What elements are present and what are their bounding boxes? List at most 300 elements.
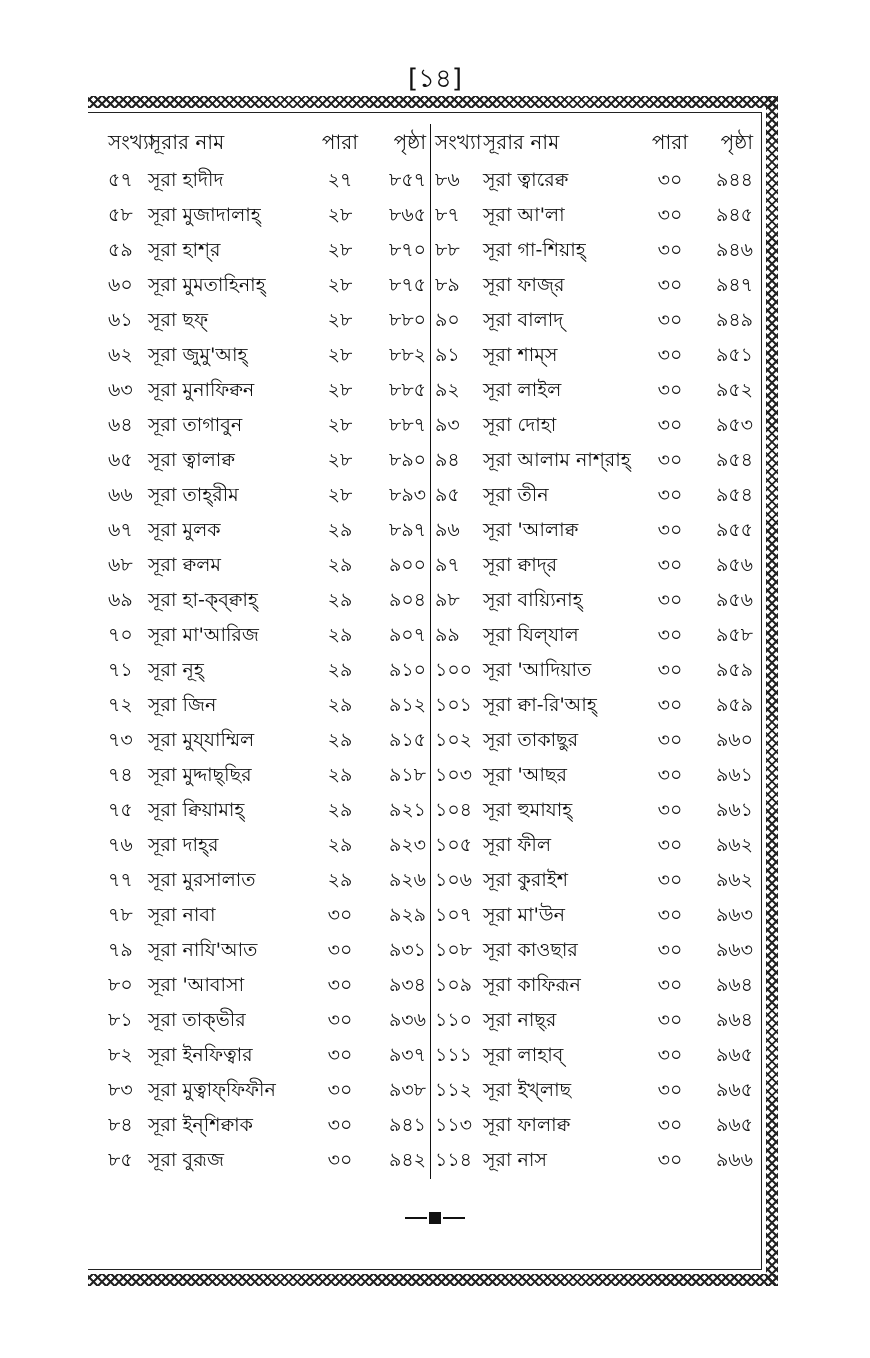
page-number-cell: ৯৫২: [715, 378, 753, 401]
border-top: [88, 96, 778, 108]
table-row: [104, 794, 430, 829]
page-number-cell: ৯৫৬: [715, 553, 753, 576]
surah-number: ৯২: [435, 378, 460, 401]
surah-name: সূরা ফালাক্ব: [483, 1113, 571, 1136]
para-number: ২৭: [327, 168, 353, 191]
page-number-cell: ৯৫৩: [715, 413, 753, 436]
surah-number: ৭৪: [108, 763, 133, 786]
surah-name: সূরা বুরূজ: [148, 1148, 224, 1171]
table-row: [104, 1074, 430, 1109]
page-number-cell: ৯২৯: [388, 903, 426, 926]
para-number: ৩০: [657, 903, 683, 926]
surah-name: সূরা হুমাযাহ্: [483, 798, 573, 821]
border-inner-line: [88, 112, 762, 113]
table-row: [431, 234, 757, 269]
para-number: ২৮: [327, 448, 353, 471]
surah-number: ৯৭: [435, 553, 460, 576]
surah-name: সূরা বায়্যিনাহ্: [483, 588, 583, 611]
page-number-cell: ৯৬২: [715, 833, 753, 856]
page-number-cell: ৯৬৩: [715, 938, 753, 961]
para-number: ৩০: [657, 938, 683, 961]
page-number-cell: ৯৬২: [715, 868, 753, 891]
table-row: [431, 654, 757, 689]
table-row: [104, 619, 430, 654]
para-number: ২৯: [327, 728, 353, 751]
surah-number: ১০৫: [435, 833, 473, 856]
table-row: [431, 199, 757, 234]
table-row: [104, 234, 430, 269]
page-number-cell: ৯৬৩: [715, 903, 753, 926]
para-number: ২৮: [327, 308, 353, 331]
surah-number: ১১০: [435, 1008, 473, 1031]
para-number: ২৯: [327, 588, 353, 611]
surah-number: ৬৪: [108, 413, 133, 436]
para-number: ৩০: [657, 1148, 683, 1171]
surah-number: ৫৭: [108, 168, 133, 191]
surah-name: সূরা জুমু'আহ্: [148, 343, 248, 366]
surah-name: সূরা বালাদ্: [483, 308, 564, 331]
table-row: [104, 829, 430, 864]
page-number-cell: ৯৪৬: [715, 238, 753, 261]
table-row: [431, 1074, 757, 1109]
page-number-cell: ৯৬৫: [715, 1078, 753, 1101]
surah-number: ৮৯: [435, 273, 460, 296]
table-row: [104, 514, 430, 549]
surah-name: সূরা তাহ্‌রীম: [148, 483, 239, 506]
para-number: ২৮: [327, 483, 353, 506]
page-number-cell: ৮৭৫: [388, 273, 426, 296]
page-number-cell: ৯৩১: [388, 938, 426, 961]
table-row: [104, 899, 430, 934]
surah-number: ৮৭: [435, 203, 460, 226]
page-number-cell: ৮৮৭: [388, 413, 426, 436]
surah-name: সূরা ত্বালাক্ব: [148, 448, 235, 471]
surah-number: ৮৩: [108, 1078, 133, 1101]
table-row: [431, 479, 757, 514]
para-number: ৩০: [657, 1078, 683, 1101]
header-num: সংখ্যা: [108, 129, 155, 154]
left-column: [104, 124, 431, 1179]
page-number-cell: ৯৪৪: [716, 168, 753, 191]
surah-number: ৮৬: [435, 168, 460, 191]
page-number-cell: ৯৬১: [715, 763, 753, 786]
para-number: ২৯: [327, 553, 353, 576]
table-row: [431, 969, 757, 1004]
surah-number: ৫৯: [108, 238, 133, 261]
para-number: ৩০: [657, 308, 683, 331]
border-right: [766, 96, 778, 1286]
border-inner-line: [88, 1269, 762, 1270]
surah-name: সূরা মুলক: [148, 518, 221, 541]
surah-name: সূরা তীন: [483, 483, 549, 506]
surah-name: সূরা ক্বলম: [148, 553, 221, 576]
page-number-cell: ৯৫১: [716, 343, 753, 366]
surah-number: ৮৫: [108, 1148, 133, 1171]
para-number: ২৮: [327, 413, 353, 436]
para-number: ৩০: [657, 623, 683, 646]
surah-number: ৭৬: [108, 833, 133, 856]
para-number: ৩০: [657, 1043, 683, 1066]
surah-name: সূরা মুমতাহিনাহ্: [148, 273, 266, 296]
surah-name: সূরা লাহাব্: [483, 1043, 564, 1066]
page-number: [১৪]: [407, 64, 463, 94]
page-number-cell: ৮৮২: [388, 343, 426, 366]
para-number: ৩০: [327, 973, 353, 996]
header-page: পৃষ্ঠা: [720, 129, 753, 154]
surah-name: সূরা 'আদিয়াত: [483, 658, 592, 681]
table-row: [431, 269, 757, 304]
table-row: [431, 864, 757, 899]
surah-number: ৯৪: [435, 448, 460, 471]
surah-name: সূরা নাছ্‌র: [483, 1008, 557, 1031]
surah-name: সূরা হাশ্‌র: [148, 238, 221, 261]
para-number: ২৮: [327, 238, 353, 261]
surah-number: ৬৭: [108, 518, 133, 541]
surah-number: ৭৮: [108, 903, 133, 926]
para-number: ৩০: [657, 693, 683, 716]
header-row: [431, 124, 757, 164]
page-number-cell: ৯৩৭: [388, 1043, 426, 1066]
surah-number: ৬৫: [108, 448, 133, 471]
header-name: সূরার নাম: [148, 129, 225, 154]
page-number-cell: ৯৬১: [715, 798, 753, 821]
surah-name: সূরা কাফিরূন: [483, 973, 581, 996]
table-row: [431, 794, 757, 829]
page-number-cell: ৯২১: [388, 798, 426, 821]
surah-number: ৭১: [108, 658, 133, 681]
surah-number: ৭৫: [108, 798, 133, 821]
table-row: [431, 444, 757, 479]
surah-number: ১০৯: [435, 973, 473, 996]
surah-number: ৯১: [435, 343, 460, 366]
para-number: ৩০: [327, 1078, 353, 1101]
para-number: ৩০: [657, 378, 683, 401]
para-number: ৩০: [657, 168, 683, 191]
surah-number: ৫৮: [108, 203, 133, 226]
surah-number: ৯৯: [435, 623, 460, 646]
page-number-cell: ৯৫৯: [716, 658, 753, 681]
para-number: ২৯: [327, 798, 353, 821]
surah-name: সূরা মুয্‌যাম্মিল: [148, 728, 255, 751]
page-number-cell: ৯৪১: [389, 1113, 426, 1136]
para-number: ৩০: [657, 413, 683, 436]
para-number: ২৮: [327, 273, 353, 296]
surah-name: সূরা তাক্‌ভীর: [148, 1008, 246, 1031]
surah-name: সূরা মুরসালাত: [148, 868, 256, 891]
page-number-cell: ৯৬০: [715, 728, 753, 751]
table-row: [431, 689, 757, 724]
para-number: ৩০: [657, 588, 683, 611]
surah-number: ৯৮: [435, 588, 460, 611]
page-number-cell: ৯৬৫: [715, 1113, 753, 1136]
surah-name: সূরা হা-ক্ব্ক্বাহ্: [148, 588, 258, 611]
border-inner-line: [761, 112, 762, 1270]
table-row: [104, 969, 430, 1004]
table-row: [104, 549, 430, 584]
page-number-cell: ৯১০: [388, 658, 426, 681]
surah-name: সূরা মুজাদালাহ্: [148, 203, 261, 226]
table-row: [104, 759, 430, 794]
para-number: ৩০: [327, 1148, 353, 1171]
para-number: ২৯: [327, 693, 353, 716]
para-number: ২৯: [327, 868, 353, 891]
surah-number: ১০৪: [435, 798, 473, 821]
surah-name: সূরা ক্বাদ্‌র: [483, 553, 558, 576]
table-row: [431, 409, 757, 444]
table-row: [431, 759, 757, 794]
page-number-cell: ৯৩৪: [388, 973, 426, 996]
para-number: ৩০: [327, 1113, 353, 1136]
para-number: ৩০: [657, 658, 683, 681]
para-number: ৩০: [657, 518, 683, 541]
surah-number: ৭০: [108, 623, 133, 646]
surah-name: সূরা ক্বা-রি'আহ্: [483, 693, 597, 716]
surah-number: ১১১: [435, 1043, 472, 1066]
table-row: [431, 619, 757, 654]
table-row: [104, 269, 430, 304]
para-number: ২৯: [327, 623, 353, 646]
table-row: [104, 444, 430, 479]
surah-name: সূরা নূহ্: [148, 658, 204, 681]
surah-name: সূরা মা'আরিজ: [148, 623, 259, 646]
page-number-cell: ৮৯৩: [388, 483, 426, 506]
page-number-cell: ৯৬৪: [715, 973, 753, 996]
page-number-cell: ৯১৫: [389, 728, 426, 751]
surah-name: সূরা মুনাফিক্বন: [148, 378, 255, 401]
surah-number: ১০৩: [435, 763, 473, 786]
surah-name: সূরা ইখ্‌লাছ: [483, 1078, 572, 1101]
page-number-cell: ৯৫৪: [716, 483, 753, 506]
page-number-cell: ৮৭০: [388, 238, 426, 261]
para-number: ৩০: [657, 238, 683, 261]
surah-name: সূরা দোহা: [483, 413, 557, 436]
para-number: ৩০: [657, 553, 683, 576]
para-number: ৩০: [657, 483, 683, 506]
page-number-cell: ৮৬৫: [388, 203, 426, 226]
page-number-cell: ৮৯০: [388, 448, 426, 471]
surah-number: ১১৩: [435, 1113, 473, 1136]
surah-name: সূরা ক্বিয়ামাহ্: [148, 798, 245, 821]
surah-number: ১১২: [435, 1078, 473, 1101]
table-row: [104, 934, 430, 969]
page-number-cell: ৯৫৫: [716, 518, 753, 541]
surah-number: ৮২: [108, 1043, 133, 1066]
para-number: ৩০: [657, 973, 683, 996]
table-row: [104, 1144, 430, 1179]
page-number-cell: ৯২৬: [388, 868, 426, 891]
surah-name: সূরা ছফ্: [148, 308, 208, 331]
page-number-cell: ৯৪২: [388, 1148, 426, 1171]
surah-number: ৬৩: [108, 378, 133, 401]
page-number-cell: ৮৯৭: [388, 518, 426, 541]
surah-number: ৮০: [108, 973, 133, 996]
para-number: ২৯: [327, 763, 353, 786]
table-row: [431, 1039, 757, 1074]
surah-name: সূরা আ'লা: [483, 203, 565, 226]
surah-name: সূরা 'আলাক্ব: [483, 518, 579, 541]
page-number-cell: ৯১২: [388, 693, 426, 716]
page-number-cell: ৮৫৭: [388, 168, 426, 191]
para-number: ৩০: [657, 1113, 683, 1136]
table-row: [104, 689, 430, 724]
page-number-cell: ৯১৮: [389, 763, 426, 786]
surah-name: সূরা ফীল: [483, 833, 552, 856]
table-row: [104, 1039, 430, 1074]
table-row: [431, 514, 757, 549]
surah-index-table: [104, 124, 756, 1179]
para-number: ৩০: [327, 938, 353, 961]
page-number-cell: ৯৬৬: [715, 1148, 753, 1171]
page-number-cell: ৯৬৫: [715, 1043, 753, 1066]
surah-number: ১০৮: [435, 938, 473, 961]
surah-number: ১১৪: [435, 1148, 472, 1171]
surah-number: ৭৩: [108, 728, 133, 751]
para-number: ৩০: [657, 203, 683, 226]
para-number: ২৯: [327, 833, 353, 856]
page-number-cell: ৯০৭: [388, 623, 426, 646]
surah-name: সূরা তাকাছুর: [483, 728, 579, 751]
page-number-cell: ৯৩৮: [388, 1078, 426, 1101]
surah-name: সূরা 'আবাসা: [148, 973, 245, 996]
surah-number: ১০২: [435, 728, 473, 751]
table-row: [431, 899, 757, 934]
page-number-cell: ৯৪৯: [716, 308, 753, 331]
page-number-cell: ৯৫৯: [716, 693, 753, 716]
page-number-cell: ৯৫৪: [716, 448, 753, 471]
surah-number: ১০০: [435, 658, 473, 681]
surah-number: ১০৬: [435, 868, 473, 891]
header-para: পারা: [321, 129, 359, 154]
table-row: [431, 304, 757, 339]
surah-number: ৬৮: [108, 553, 133, 576]
table-row: [104, 409, 430, 444]
table-row: [104, 479, 430, 514]
para-number: ২৯: [327, 518, 353, 541]
table-row: [104, 164, 430, 199]
table-row: [104, 1109, 430, 1144]
surah-number: ৬৯: [108, 588, 133, 611]
surah-name: সূরা ইন্‌শিক্বাক: [148, 1113, 253, 1136]
surah-name: সূরা গা-শিয়াহ্: [483, 238, 586, 261]
para-number: ৩০: [327, 1043, 353, 1066]
para-number: ৩০: [657, 448, 683, 471]
surah-number: ৭২: [108, 693, 133, 716]
page-number-cell: ৮৮৫: [389, 378, 426, 401]
surah-name: সূরা যিল্‌যাল: [483, 623, 579, 646]
surah-number: ৮১: [108, 1008, 133, 1031]
table-row: [431, 374, 757, 409]
page-number-cell: ৯০৪: [388, 588, 426, 611]
table-row: [104, 654, 430, 689]
surah-name: সূরা কাওছার: [483, 938, 578, 961]
table-row: [431, 339, 757, 374]
table-row: [431, 584, 757, 619]
surah-number: ৬১: [108, 308, 133, 331]
table-row: [431, 549, 757, 584]
para-number: ২৮: [327, 378, 353, 401]
surah-name: সূরা মুদ্দাছ্‌ছির: [148, 763, 252, 786]
surah-number: ৮৮: [435, 238, 460, 261]
page-number-cell: ৮৮০: [388, 308, 426, 331]
surah-name: সূরা শাম্‌স: [483, 343, 558, 366]
para-number: ২৮: [327, 203, 353, 226]
table-row: [104, 724, 430, 759]
surah-name: সূরা 'আছর: [483, 763, 567, 786]
surah-number: ৬৬: [108, 483, 133, 506]
para-number: ৩০: [657, 343, 683, 366]
surah-name: সূরা মা'উন: [483, 903, 565, 926]
table-row: [431, 934, 757, 969]
page-number-cell: ৯৫৬: [715, 588, 753, 611]
surah-name: সূরা মুত্বাফ্‌ফিফীন: [148, 1078, 276, 1101]
para-number: ৩০: [657, 1008, 683, 1031]
surah-name: সূরা নাস: [483, 1148, 547, 1171]
para-number: ২৯: [327, 658, 353, 681]
surah-number: ১০৭: [435, 903, 473, 926]
para-number: ৩০: [657, 833, 683, 856]
right-column: [431, 124, 757, 1179]
surah-name: সূরা কুরাইশ: [483, 868, 568, 891]
para-number: ৩০: [657, 798, 683, 821]
surah-number: ৯৬: [435, 518, 460, 541]
border-bottom: [88, 1274, 778, 1286]
surah-name: সূরা ত্বারেক্ব: [483, 168, 569, 191]
surah-number: ৯৫: [435, 483, 460, 506]
para-number: ৩০: [657, 273, 683, 296]
surah-number: ৬২: [108, 343, 133, 366]
table-row: [431, 164, 757, 199]
surah-number: ১০১: [435, 693, 473, 716]
surah-name: সূরা নাযি'আত: [148, 938, 258, 961]
surah-name: সূরা লাইল: [483, 378, 562, 401]
page-number-cell: ৯২৩: [388, 833, 426, 856]
surah-name: সূরা দাহ্‌র: [148, 833, 219, 856]
surah-name: সূরা ইনফিত্বার: [148, 1043, 253, 1066]
page-number-cell: ৯৬৪: [715, 1008, 753, 1031]
surah-name: সূরা ফাজ্‌র: [483, 273, 565, 296]
header-name: সূরার নাম: [483, 129, 560, 154]
surah-name: সূরা নাবা: [148, 903, 216, 926]
para-number: ৩০: [657, 728, 683, 751]
page-number-cell: ৯৪৫: [716, 203, 753, 226]
para-number: ৩০: [327, 1008, 353, 1031]
page-number-cell: ৯৫৮: [716, 623, 753, 646]
surah-name: সূরা হাদীদ: [148, 168, 224, 191]
end-ornament: [0, 1204, 870, 1228]
table-row: [104, 374, 430, 409]
surah-name: সূরা জিন: [148, 693, 217, 716]
para-number: ৩০: [327, 903, 353, 926]
page-number-cell: ৯৪৭: [715, 273, 753, 296]
table-row: [431, 829, 757, 864]
table-row: [104, 339, 430, 374]
table-row: [431, 1109, 757, 1144]
surah-name: সূরা তাগাবুন: [148, 413, 243, 436]
surah-number: ৯৩: [435, 413, 460, 436]
table-row: [431, 1144, 757, 1179]
header-page: পৃষ্ঠা: [393, 129, 426, 154]
page-number-cell: ৯৩৬: [388, 1008, 426, 1031]
table-row: [104, 584, 430, 619]
para-number: ২৮: [327, 343, 353, 366]
surah-number: ৭৯: [108, 938, 133, 961]
page-number-cell: ৯০০: [388, 553, 426, 576]
surah-name: সূরা আলাম নাশ্‌রাহ্: [483, 448, 631, 471]
header-para: পারা: [651, 129, 689, 154]
para-number: ৩০: [657, 763, 683, 786]
table-row: [431, 724, 757, 759]
header-num: সংখ্যা: [435, 129, 482, 154]
